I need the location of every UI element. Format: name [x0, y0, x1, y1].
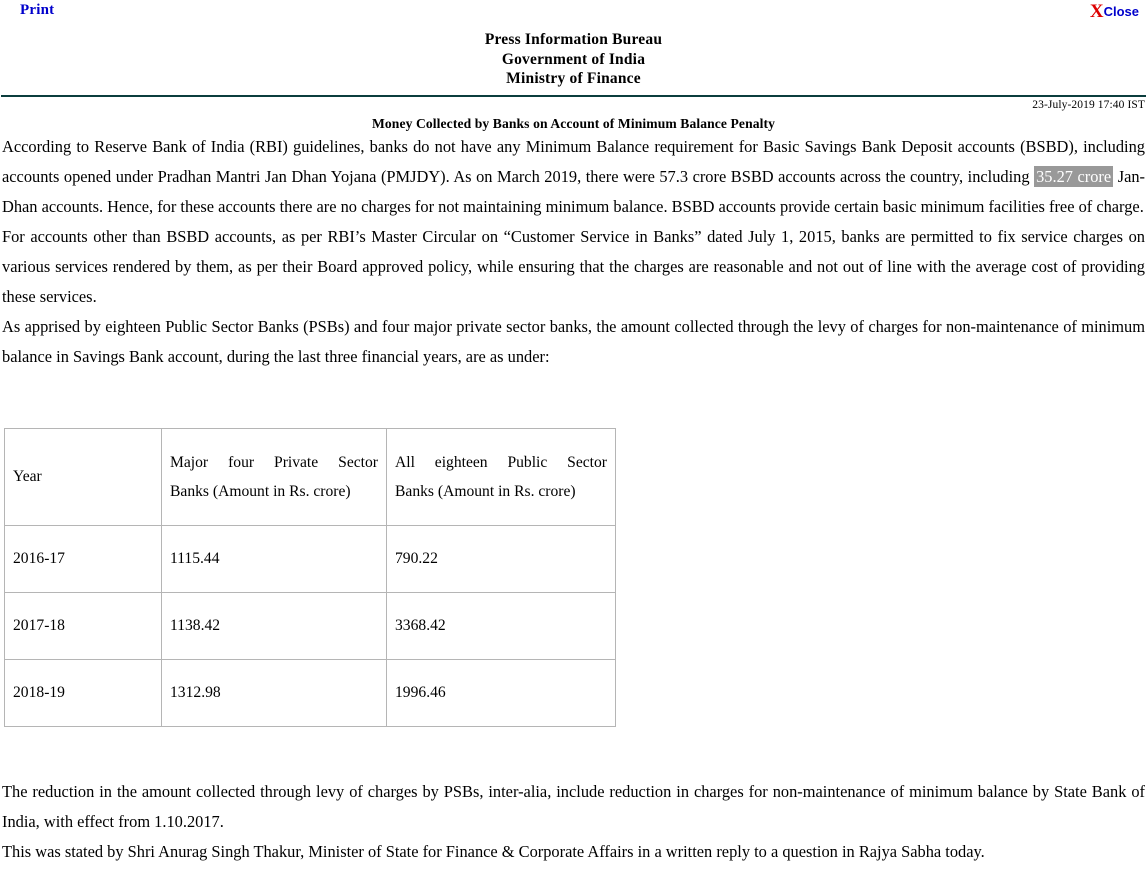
- government-name: Government of India: [501, 50, 646, 68]
- table-row: [5, 659, 616, 726]
- close-button-label: Close: [1103, 4, 1139, 19]
- column-header-year: Year: [5, 428, 162, 525]
- table-header: [5, 428, 616, 525]
- paragraph-3: As apprised by eighteen Public Sector Banks (PSBs) and four major private sector banks, the amount collected through the levy of charges for non-maintenance of minimum balance in Savings Bank account, during the last three financial years, are as under:: [2, 316, 1145, 366]
- cell-public-banks: 790.22: [387, 525, 616, 592]
- cell-year: 2017-18: [5, 592, 162, 659]
- close-icon: X: [1089, 1, 1104, 22]
- paragraph-1-text-before: According to Reserve Bank of India (RBI) guidelines, banks do not have any Minimum Balance requirement for Basic Savings Bank Deposit accounts (BSBD), including accounts opened under Pradhan Mantri Jan Dhan Yojana (PMJDY). As on March 2019, there were 57.3 crore BSBD accounts across the country, including: [2, 136, 1145, 186]
- table-body: [5, 525, 616, 726]
- masthead: [0, 30, 1147, 89]
- paragraph-4: The reduction in the amount collected through levy of charges by PSBs, inter-alia, include reduction in charges for non-maintenance of minimum balance by State Bank of India, with effect from 1.10.2017.: [2, 781, 1145, 831]
- paragraph-5: This was stated by Shri Anurag Singh Thakur, Minister of State for Finance & Corporate Affairs in a written reply to a question in Rajya Sabha today.: [2, 841, 985, 861]
- print-button[interactable]: Print: [20, 2, 55, 18]
- column-header-public-banks: [387, 428, 616, 525]
- cell-year: 2016-17: [5, 525, 162, 592]
- paragraph-1-text-after: Jan-Dhan accounts. Hence, for these accounts there are no charges for not maintaining minimum balance. BSBD accounts provide certain basic minimum facilities free of charge.: [2, 166, 1146, 216]
- table-header-row: [5, 428, 616, 525]
- cell-public-banks: 3368.42: [387, 592, 616, 659]
- table-row: [5, 592, 616, 659]
- organization-name: Press Information Bureau: [484, 31, 663, 48]
- paragraph-2: For accounts other than BSBD accounts, as per RBI’s Master Circular on “Customer Service in Banks” dated July 1, 2015, banks are permitted to fix service charges on various services rendered by them, as per their Board approved policy, while ensuring that the charges are reasonable and not out of line with the average cost of providing these services.: [2, 226, 1145, 306]
- release-timestamp: 23-July-2019 17:40 IST: [1032, 98, 1145, 111]
- cell-private-banks: 1138.42: [162, 592, 387, 659]
- cell-year: 2018-19: [5, 659, 162, 726]
- column-header-private-banks-line2: Banks (Amount in Rs. crore): [170, 482, 351, 500]
- page-title: Money Collected by Banks on Account of Minimum Balance Penalty: [371, 115, 776, 131]
- article-body: [0, 132, 1147, 867]
- top-toolbar: [0, 0, 1147, 24]
- column-header-private-banks-line1: Major four Private Sector: [170, 453, 378, 471]
- cell-private-banks: 1312.98: [162, 659, 387, 726]
- column-header-public-banks-line1: All eighteen Public Sector: [395, 453, 607, 471]
- ministry-name: Ministry of Finance: [506, 70, 641, 87]
- cell-private-banks: 1115.44: [162, 525, 387, 592]
- close-button[interactable]: [1090, 1, 1139, 23]
- highlighted-figure: 35.27 crore: [1036, 166, 1112, 186]
- column-header-public-banks-line2: Banks (Amount in Rs. crore): [395, 482, 576, 500]
- column-header-private-banks: [162, 428, 387, 525]
- cell-public-banks: 1996.46: [387, 659, 616, 726]
- table-row: [5, 525, 616, 592]
- table-spacer: [2, 727, 1145, 777]
- minimum-balance-charges-table: [4, 428, 616, 727]
- paragraph-1: [2, 132, 1145, 222]
